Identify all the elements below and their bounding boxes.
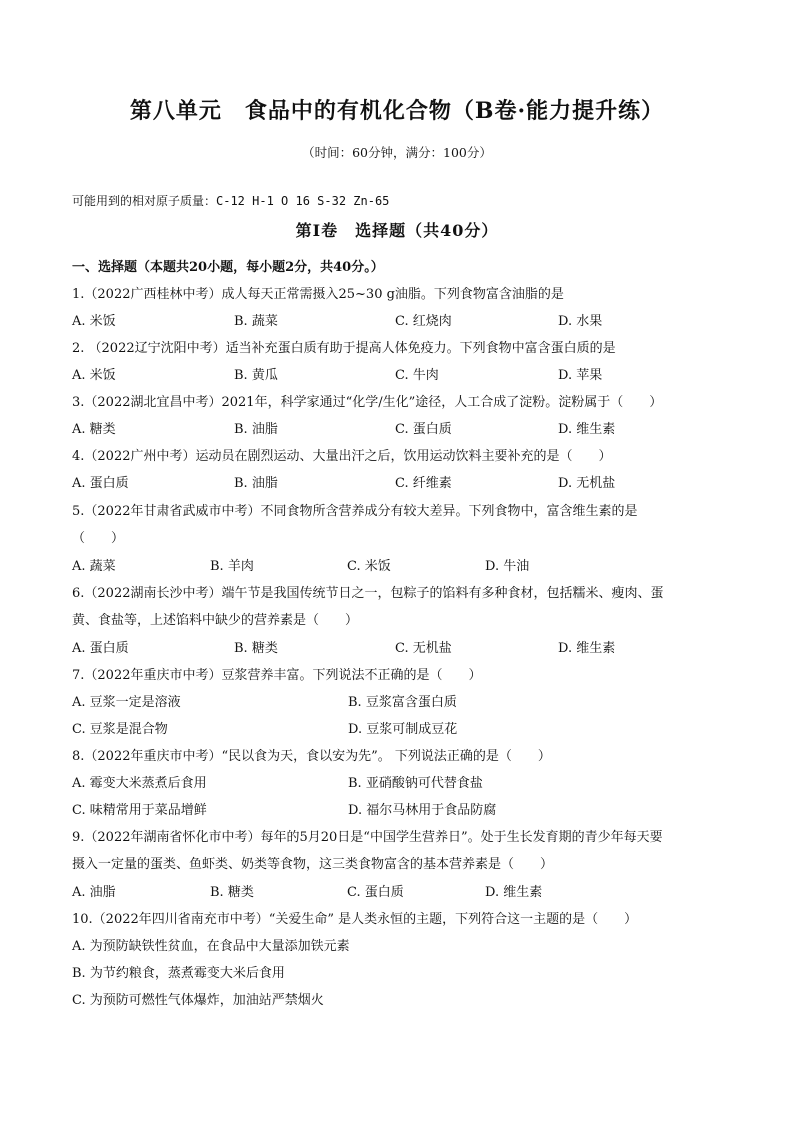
question-7-stem: 7.（2022年重庆市中考）豆浆营养丰富。下列说法不正确的是（ ） [72, 668, 482, 683]
page-title: 第八单元 食品中的有机化合物（B卷·能力提升练） [129, 98, 665, 124]
question-10-stem: 10.（2022年四川省南充市中考）“关爱生命” 是人类永恒的主题，下列符合这一主题的是（ ） [72, 912, 638, 927]
option-a: A. 糖类 [72, 422, 116, 437]
option-d: D. 豆浆可制成豆花 [348, 722, 458, 737]
option-b: B. 油脂 [234, 476, 278, 491]
option-c: C. 蛋白质 [395, 422, 452, 437]
question-10-option-b: B. 为节约粮食，蒸煮霉变大米后食用 [72, 966, 285, 981]
option-b: B. 糖类 [234, 641, 278, 656]
option-d: D. 无机盐 [558, 476, 616, 491]
question-8-options-row-1 [72, 772, 732, 790]
option-a: A. 豆浆一定是溶液 [72, 695, 181, 710]
exam-time-score: （时间：60分钟，满分：100分） [302, 145, 492, 160]
option-b: B. 黄瓜 [234, 368, 278, 383]
option-b: B. 糖类 [210, 885, 254, 900]
option-c: C. 米饭 [347, 559, 391, 574]
question-7-options-row-2 [72, 718, 732, 736]
option-a: A. 蛋白质 [72, 641, 129, 656]
option-d: D. 牛油 [485, 559, 530, 574]
question-10-option-c: C. 为预防可燃性气体爆炸，加油站严禁烟火 [72, 993, 324, 1008]
question-6-stem: 6.（2022湖南长沙中考）端午节是我国传统节日之一，包粽子的馅料有多种食材，包括糯米、瘦肉、蛋 [72, 586, 664, 601]
question-2-stem: 2. （2022辽宁沈阳中考）适当补充蛋白质有助于提高人体免疫力。下列食物中富含蛋白质的是 [72, 341, 616, 356]
question-9-stem-cont: 摄入一定量的蛋类、鱼虾类、奶类等食物，这三类食物富含的基本营养素是（ ） [72, 857, 554, 872]
question-8-options-row-2 [72, 799, 732, 817]
option-b: B. 羊肉 [210, 559, 254, 574]
question-9-options [72, 881, 732, 899]
option-b: B. 亚硝酸钠可代替食盐 [348, 776, 483, 791]
option-c: C. 无机盐 [395, 641, 452, 656]
question-1-stem: 1.（2022广西桂林中考）成人每天正常需摄入25~30 g油脂。下列食物富含油脂的是 [72, 287, 564, 302]
section-heading: 一、选择题（本题共20小题，每小题2分，共40分。） [72, 260, 384, 275]
question-8-stem: 8.（2022年重庆市中考）“民以食为天，食以安为先”。 下列说法正确的是（ ） [72, 749, 551, 764]
question-5-stem: 5.（2022年甘肃省武威市中考）不同食物所含营养成分有较大差异。下列食物中，富含维生素的是 [72, 504, 638, 519]
option-b: B. 豆浆富含蛋白质 [348, 695, 457, 710]
option-c: C. 味精常用于菜品增鲜 [72, 803, 207, 818]
question-3-stem: 3.（2022湖北宜昌中考）2021年，科学家通过“化学/生化”途径，人工合成了淀粉。淀粉属于（ ） [72, 395, 663, 410]
question-7-options-row-1 [72, 691, 732, 709]
option-d: D. 福尔马林用于食品防腐 [348, 803, 497, 818]
question-3-options [72, 418, 732, 436]
option-d: D. 维生素 [558, 422, 616, 437]
relative-atomic-masses: 可能用到的相对原子质量：C-12 H-1 O 16 S-32 Zn-65 [72, 194, 390, 208]
option-c: C. 豆浆是混合物 [72, 722, 168, 737]
option-c: C. 蛋白质 [347, 885, 404, 900]
option-a: A. 霉变大米蒸煮后食用 [72, 776, 207, 791]
option-d: D. 维生素 [485, 885, 543, 900]
question-10-option-a: A. 为预防缺铁性贫血，在食品中大量添加铁元素 [72, 939, 350, 954]
question-9-stem: 9.（2022年湖南省怀化市中考）每年的5月20日是“中国学生营养日”。处于生长发育期的青少年每天要 [72, 830, 663, 845]
question-4-options [72, 472, 732, 490]
option-d: D. 维生素 [558, 641, 616, 656]
option-b: B. 油脂 [234, 422, 278, 437]
option-a: A. 米饭 [72, 314, 116, 329]
option-a: A. 蔬菜 [72, 559, 116, 574]
option-a: A. 蛋白质 [72, 476, 129, 491]
option-c: C. 纤维素 [395, 476, 452, 491]
option-a: A. 油脂 [72, 885, 116, 900]
question-1-options [72, 310, 732, 328]
option-c: C. 红烧肉 [395, 314, 452, 329]
option-d: D. 水果 [558, 314, 603, 329]
question-4-stem: 4.（2022广州中考）运动员在剧烈运动、大量出汗之后，饮用运动饮料主要补充的是（ ） [72, 449, 612, 464]
question-5-options [72, 555, 732, 573]
question-6-stem-cont: 黄、食盐等，上述馅料中缺少的营养素是（ ） [72, 613, 359, 628]
option-a: A. 米饭 [72, 368, 116, 383]
question-2-options [72, 364, 732, 382]
option-b: B. 蔬菜 [234, 314, 278, 329]
question-6-options [72, 637, 732, 655]
part-heading: 第Ⅰ卷 选择题（共40分） [295, 221, 499, 240]
question-5-stem-cont: （ ） [72, 531, 125, 546]
option-d: D. 苹果 [558, 368, 603, 383]
option-c: C. 牛肉 [395, 368, 439, 383]
